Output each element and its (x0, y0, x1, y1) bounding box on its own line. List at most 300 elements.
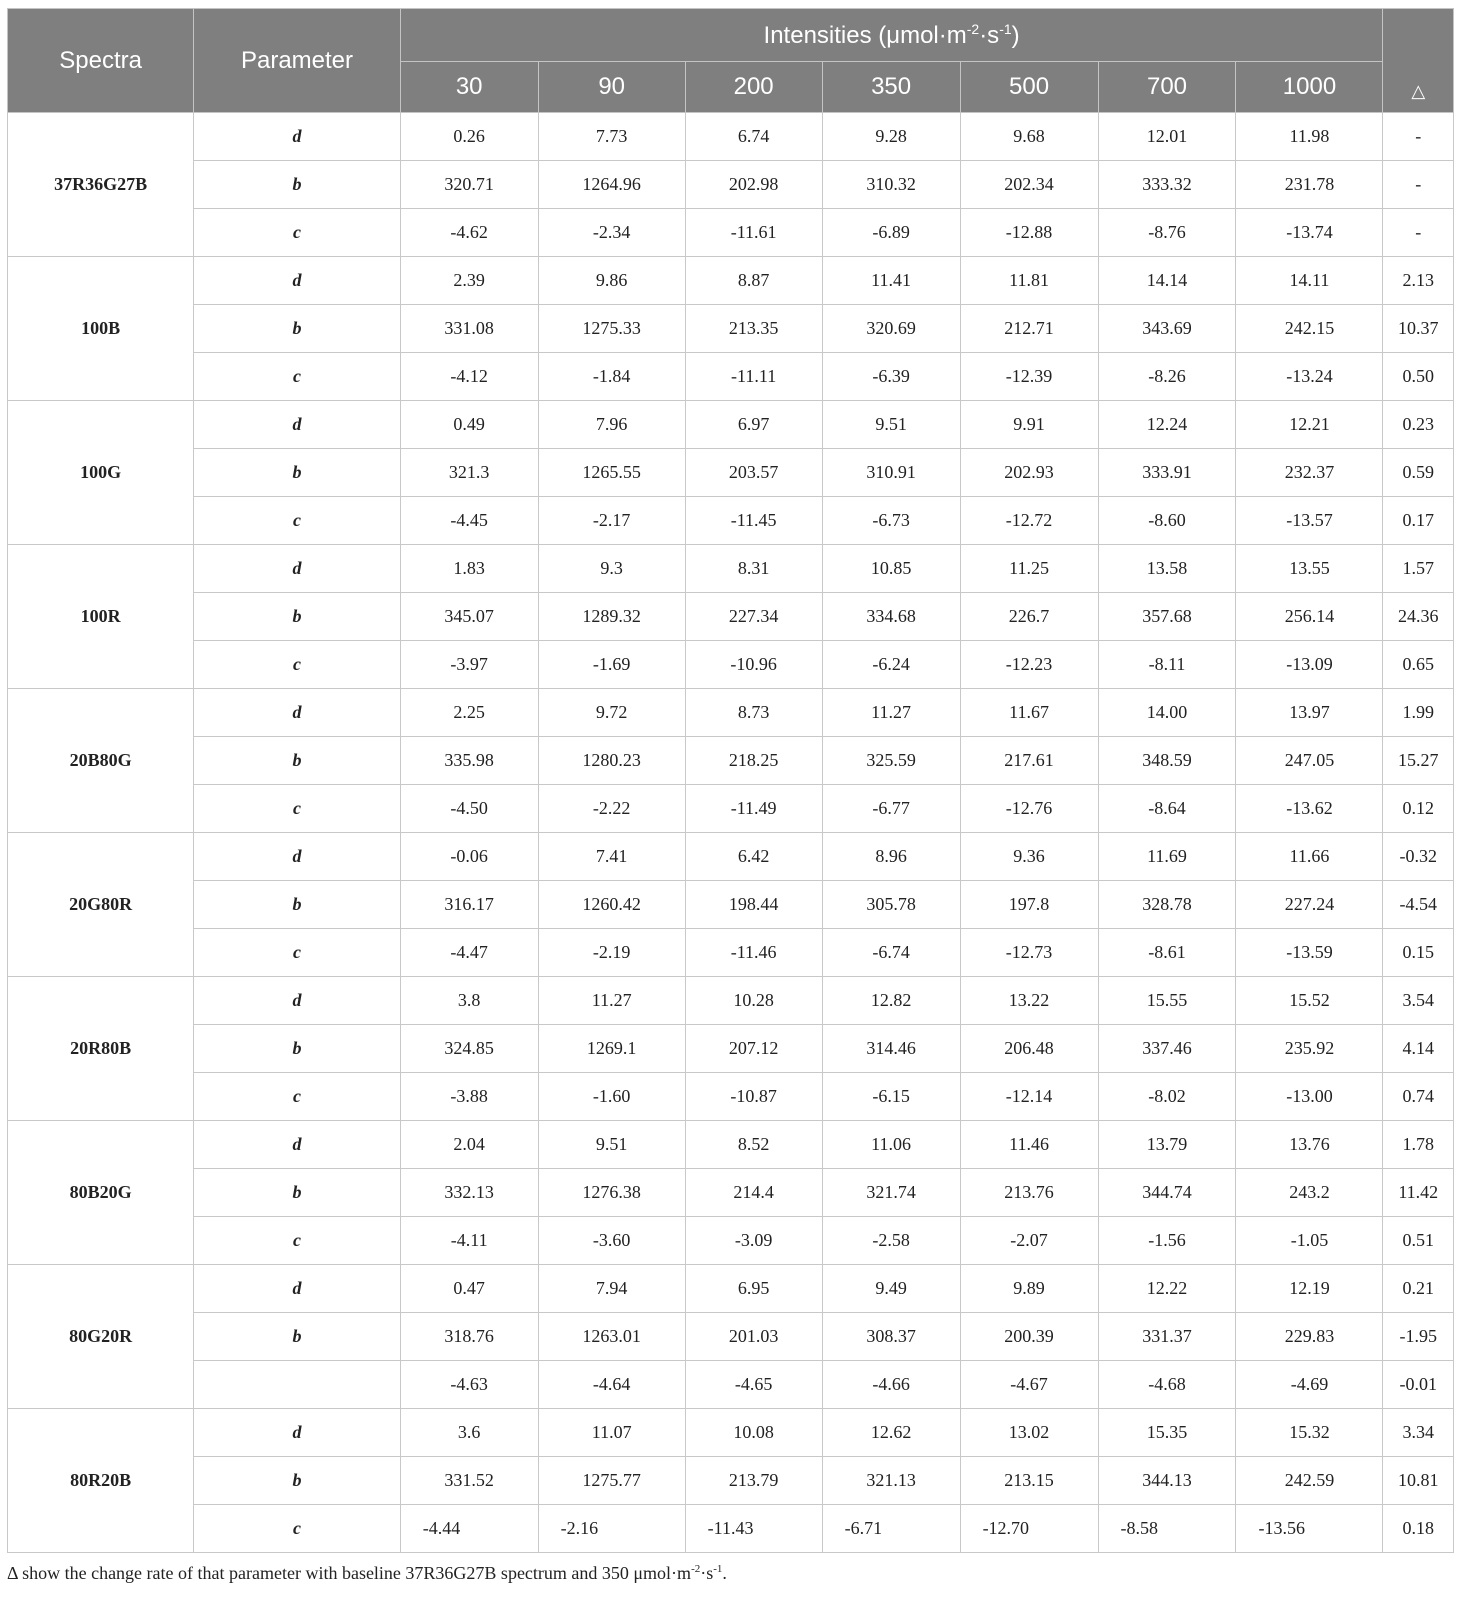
parameter-cell: c (194, 641, 400, 689)
value-cell: 12.24 (1098, 401, 1236, 449)
value-cell: -12.73 (960, 929, 1098, 977)
value-cell: -4.50 (400, 785, 538, 833)
value-cell: 357.68 (1098, 593, 1236, 641)
value-cell: 9.72 (538, 689, 685, 737)
parameter-cell: d (194, 1265, 400, 1313)
delta-cell: 24.36 (1383, 593, 1454, 641)
table-footnote: Δ show the change rate of that parameter with baseline 37R36G27B spectrum and 350 $\mu mol\cdot m^{-2}\cdot s^{-1}$. (7, 1563, 727, 1583)
value-cell: 11.27 (822, 689, 960, 737)
value-cell: 214.4 (685, 1169, 822, 1217)
value-cell: -1.84 (538, 353, 685, 401)
table-row (8, 1505, 1454, 1553)
value-cell: 331.37 (1098, 1313, 1236, 1361)
value-cell: 13.22 (960, 977, 1098, 1025)
value-cell: 13.02 (960, 1409, 1098, 1457)
value-cell: 331.52 (400, 1457, 538, 1505)
value-cell: -6.89 (822, 209, 960, 257)
value-cell: -2.07 (960, 1217, 1098, 1265)
value-cell: -12.23 (960, 641, 1098, 689)
table-row (8, 929, 1454, 977)
value-cell: -3.09 (685, 1217, 822, 1265)
table-row (8, 1169, 1454, 1217)
parameter-cell: b (194, 449, 400, 497)
value-cell: 14.14 (1098, 257, 1236, 305)
header-level: 700 (1098, 62, 1236, 113)
value-cell: -3.60 (538, 1217, 685, 1265)
value-cell: -4.65 (685, 1361, 822, 1409)
value-cell: 1260.42 (538, 881, 685, 929)
value-cell: 206.48 (960, 1025, 1098, 1073)
value-cell: 1275.33 (538, 305, 685, 353)
value-cell: 314.46 (822, 1025, 960, 1073)
value-cell: 2.39 (400, 257, 538, 305)
table-row (8, 353, 1454, 401)
value-cell: 207.12 (685, 1025, 822, 1073)
value-cell: -13.56 (1236, 1505, 1383, 1553)
parameter-cell: c (194, 785, 400, 833)
parameter-cell: b (194, 1313, 400, 1361)
value-cell: 3.8 (400, 977, 538, 1025)
table-row (8, 401, 1454, 449)
delta-cell: 0.51 (1383, 1217, 1454, 1265)
value-cell: -8.60 (1098, 497, 1236, 545)
value-cell: 202.98 (685, 161, 822, 209)
value-cell: 9.36 (960, 833, 1098, 881)
value-cell: -13.59 (1236, 929, 1383, 977)
value-cell: -6.24 (822, 641, 960, 689)
value-cell: 13.97 (1236, 689, 1383, 737)
delta-cell: 0.74 (1383, 1073, 1454, 1121)
header-level: 30 (400, 62, 538, 113)
delta-cell: 10.81 (1383, 1457, 1454, 1505)
spectra-cell: 80B20G (8, 1121, 194, 1265)
value-cell: -12.14 (960, 1073, 1098, 1121)
delta-cell: 1.78 (1383, 1121, 1454, 1169)
header-spectra: Spectra (8, 9, 194, 113)
value-cell: 15.55 (1098, 977, 1236, 1025)
value-cell: -4.62 (400, 209, 538, 257)
spectra-cell: 100G (8, 401, 194, 545)
value-cell: 321.74 (822, 1169, 960, 1217)
value-cell: -8.76 (1098, 209, 1236, 257)
delta-cell: -4.54 (1383, 881, 1454, 929)
delta-cell: 0.65 (1383, 641, 1454, 689)
value-cell: -0.06 (400, 833, 538, 881)
parameter-cell: c (194, 353, 400, 401)
value-cell: 320.69 (822, 305, 960, 353)
value-cell: -6.15 (822, 1073, 960, 1121)
value-cell: 202.34 (960, 161, 1098, 209)
value-cell: 213.15 (960, 1457, 1098, 1505)
value-cell: -4.64 (538, 1361, 685, 1409)
value-cell: 13.55 (1236, 545, 1383, 593)
value-cell: 344.74 (1098, 1169, 1236, 1217)
value-cell: 9.89 (960, 1265, 1098, 1313)
value-cell: -11.49 (685, 785, 822, 833)
value-cell: 6.42 (685, 833, 822, 881)
value-cell: 2.04 (400, 1121, 538, 1169)
value-cell: 11.66 (1236, 833, 1383, 881)
value-cell: 11.98 (1236, 113, 1383, 161)
value-cell: 7.73 (538, 113, 685, 161)
delta-cell: 11.42 (1383, 1169, 1454, 1217)
value-cell: 243.2 (1236, 1169, 1383, 1217)
table-row (8, 545, 1454, 593)
parameter-cell: d (194, 1121, 400, 1169)
table-row (8, 113, 1454, 161)
value-cell: 13.76 (1236, 1121, 1383, 1169)
value-cell: 15.52 (1236, 977, 1383, 1025)
header-parameter: Parameter (194, 9, 400, 113)
value-cell: -2.16 (538, 1505, 685, 1553)
delta-cell: 0.15 (1383, 929, 1454, 977)
value-cell: 213.35 (685, 305, 822, 353)
value-cell: 202.93 (960, 449, 1098, 497)
value-cell: 198.44 (685, 881, 822, 929)
parameter-cell: d (194, 1409, 400, 1457)
value-cell: -11.45 (685, 497, 822, 545)
value-cell: 348.59 (1098, 737, 1236, 785)
value-cell: 9.91 (960, 401, 1098, 449)
value-cell: 310.32 (822, 161, 960, 209)
header-level: 500 (960, 62, 1098, 113)
value-cell: -2.58 (822, 1217, 960, 1265)
value-cell: -3.88 (400, 1073, 538, 1121)
value-cell: 9.51 (538, 1121, 685, 1169)
parameter-cell: d (194, 977, 400, 1025)
value-cell: 242.59 (1236, 1457, 1383, 1505)
spectra-cell: 80G20R (8, 1265, 194, 1409)
value-cell: 2.25 (400, 689, 538, 737)
header-level: 1000 (1236, 62, 1383, 113)
delta-cell: 3.54 (1383, 977, 1454, 1025)
value-cell: 1280.23 (538, 737, 685, 785)
value-cell: 3.6 (400, 1409, 538, 1457)
value-cell: 324.85 (400, 1025, 538, 1073)
delta-cell: 0.17 (1383, 497, 1454, 545)
value-cell: 11.46 (960, 1121, 1098, 1169)
value-cell: -6.74 (822, 929, 960, 977)
value-cell: 13.58 (1098, 545, 1236, 593)
parameter-cell: c (194, 1217, 400, 1265)
spectra-cell: 100B (8, 257, 194, 401)
value-cell: 10.85 (822, 545, 960, 593)
value-cell: 11.07 (538, 1409, 685, 1457)
value-cell: -3.97 (400, 641, 538, 689)
table-row (8, 833, 1454, 881)
table-row (8, 1313, 1454, 1361)
value-cell: 333.32 (1098, 161, 1236, 209)
spectra-cell: 20G80R (8, 833, 194, 977)
value-cell: 1263.01 (538, 1313, 685, 1361)
value-cell: 11.41 (822, 257, 960, 305)
value-cell: 6.97 (685, 401, 822, 449)
value-cell: 345.07 (400, 593, 538, 641)
delta-cell: 0.50 (1383, 353, 1454, 401)
value-cell: -6.77 (822, 785, 960, 833)
value-cell: 200.39 (960, 1313, 1098, 1361)
value-cell: -11.61 (685, 209, 822, 257)
value-cell: -4.45 (400, 497, 538, 545)
parameter-cell: b (194, 1025, 400, 1073)
table-row (8, 1361, 1454, 1409)
table-row (8, 209, 1454, 257)
value-cell: 12.62 (822, 1409, 960, 1457)
parameter-cell: c (194, 497, 400, 545)
spectra-cell: 80R20B (8, 1409, 194, 1553)
parameter-cell: d (194, 545, 400, 593)
delta-cell: 10.37 (1383, 305, 1454, 353)
value-cell: -12.72 (960, 497, 1098, 545)
parameter-cell: b (194, 1169, 400, 1217)
value-cell: -13.74 (1236, 209, 1383, 257)
value-cell: -10.87 (685, 1073, 822, 1121)
value-cell: -13.62 (1236, 785, 1383, 833)
parameter-cell: c (194, 209, 400, 257)
table-row (8, 1409, 1454, 1457)
table-row (8, 1025, 1454, 1073)
value-cell: -8.58 (1098, 1505, 1236, 1553)
value-cell: 7.96 (538, 401, 685, 449)
value-cell: 235.92 (1236, 1025, 1383, 1073)
value-cell: -8.02 (1098, 1073, 1236, 1121)
spectra-cell: 20R80B (8, 977, 194, 1121)
value-cell: 11.69 (1098, 833, 1236, 881)
value-cell: -2.17 (538, 497, 685, 545)
table-row (8, 1457, 1454, 1505)
header-level: 350 (822, 62, 960, 113)
value-cell: 232.37 (1236, 449, 1383, 497)
value-cell: 1275.77 (538, 1457, 685, 1505)
parameter-cell (194, 1361, 400, 1409)
value-cell: 227.34 (685, 593, 822, 641)
value-cell: -1.60 (538, 1073, 685, 1121)
value-cell: -2.34 (538, 209, 685, 257)
value-cell: 337.46 (1098, 1025, 1236, 1073)
value-cell: -6.39 (822, 353, 960, 401)
value-cell: 227.24 (1236, 881, 1383, 929)
value-cell: -8.11 (1098, 641, 1236, 689)
value-cell: 308.37 (822, 1313, 960, 1361)
value-cell: 318.76 (400, 1313, 538, 1361)
table-row (8, 737, 1454, 785)
value-cell: -4.68 (1098, 1361, 1236, 1409)
value-cell: 316.17 (400, 881, 538, 929)
value-cell: 8.52 (685, 1121, 822, 1169)
table-row (8, 881, 1454, 929)
value-cell: -10.96 (685, 641, 822, 689)
value-cell: 325.59 (822, 737, 960, 785)
value-cell: 321.13 (822, 1457, 960, 1505)
value-cell: 321.3 (400, 449, 538, 497)
value-cell: 212.71 (960, 305, 1098, 353)
value-cell: 333.91 (1098, 449, 1236, 497)
data-table-container (7, 8, 1454, 1553)
value-cell: 229.83 (1236, 1313, 1383, 1361)
value-cell: -12.70 (960, 1505, 1098, 1553)
value-cell: 12.82 (822, 977, 960, 1025)
value-cell: 332.13 (400, 1169, 538, 1217)
delta-cell: -0.01 (1383, 1361, 1454, 1409)
table-row (8, 1121, 1454, 1169)
value-cell: 0.47 (400, 1265, 538, 1313)
value-cell: 256.14 (1236, 593, 1383, 641)
value-cell: 9.49 (822, 1265, 960, 1313)
value-cell: -1.05 (1236, 1217, 1383, 1265)
value-cell: -12.88 (960, 209, 1098, 257)
value-cell: -4.44 (400, 1505, 538, 1553)
value-cell: 344.13 (1098, 1457, 1236, 1505)
value-cell: -6.73 (822, 497, 960, 545)
header-level: 90 (538, 62, 685, 113)
value-cell: 201.03 (685, 1313, 822, 1361)
value-cell: 8.87 (685, 257, 822, 305)
value-cell: 305.78 (822, 881, 960, 929)
header-intensities: Intensities $(\mu mol\cdot m^{-2}\cdot s^{-1})$ (400, 9, 1383, 62)
table-row (8, 161, 1454, 209)
value-cell: -12.39 (960, 353, 1098, 401)
value-cell: 1264.96 (538, 161, 685, 209)
table-row (8, 1265, 1454, 1313)
value-cell: 213.79 (685, 1457, 822, 1505)
value-cell: -2.22 (538, 785, 685, 833)
value-cell: 9.86 (538, 257, 685, 305)
value-cell: 0.26 (400, 113, 538, 161)
value-cell: 7.94 (538, 1265, 685, 1313)
table-header (8, 9, 1454, 113)
value-cell: 1265.55 (538, 449, 685, 497)
value-cell: 11.27 (538, 977, 685, 1025)
table-row (8, 977, 1454, 1025)
delta-cell: 1.99 (1383, 689, 1454, 737)
value-cell: -4.12 (400, 353, 538, 401)
spectra-cell: 100R (8, 545, 194, 689)
value-cell: 11.67 (960, 689, 1098, 737)
value-cell: -4.47 (400, 929, 538, 977)
value-cell: 231.78 (1236, 161, 1383, 209)
value-cell: -1.56 (1098, 1217, 1236, 1265)
value-cell: -4.63 (400, 1361, 538, 1409)
table-row (8, 497, 1454, 545)
delta-cell: 2.13 (1383, 257, 1454, 305)
value-cell: 1269.1 (538, 1025, 685, 1073)
value-cell: -2.19 (538, 929, 685, 977)
header-delta: △ (1383, 9, 1454, 113)
table-body (8, 113, 1454, 1553)
table-row (8, 1217, 1454, 1265)
value-cell: -11.46 (685, 929, 822, 977)
value-cell: -11.11 (685, 353, 822, 401)
delta-cell: - (1383, 209, 1454, 257)
delta-cell: - (1383, 161, 1454, 209)
value-cell: -8.64 (1098, 785, 1236, 833)
value-cell: 15.35 (1098, 1409, 1236, 1457)
value-cell: 13.79 (1098, 1121, 1236, 1169)
value-cell: 7.41 (538, 833, 685, 881)
value-cell: -8.61 (1098, 929, 1236, 977)
parameter-cell: b (194, 305, 400, 353)
value-cell: 9.68 (960, 113, 1098, 161)
value-cell: 0.49 (400, 401, 538, 449)
spectra-cell: 20B80G (8, 689, 194, 833)
value-cell: 1289.32 (538, 593, 685, 641)
parameter-cell: c (194, 929, 400, 977)
delta-cell: 4.14 (1383, 1025, 1454, 1073)
delta-cell: 3.34 (1383, 1409, 1454, 1457)
value-cell: 8.31 (685, 545, 822, 593)
value-cell: 213.76 (960, 1169, 1098, 1217)
value-cell: 6.95 (685, 1265, 822, 1313)
parameter-cell: b (194, 881, 400, 929)
value-cell: 9.51 (822, 401, 960, 449)
value-cell: -6.71 (822, 1505, 960, 1553)
value-cell: 1.83 (400, 545, 538, 593)
parameter-cell: d (194, 689, 400, 737)
value-cell: 203.57 (685, 449, 822, 497)
value-cell: -4.69 (1236, 1361, 1383, 1409)
value-cell: 197.8 (960, 881, 1098, 929)
header-level: 200 (685, 62, 822, 113)
table-row (8, 593, 1454, 641)
delta-cell: 1.57 (1383, 545, 1454, 593)
value-cell: 12.01 (1098, 113, 1236, 161)
delta-cell: -0.32 (1383, 833, 1454, 881)
value-cell: 217.61 (960, 737, 1098, 785)
table-row (8, 1073, 1454, 1121)
parameter-cell: d (194, 833, 400, 881)
value-cell: 10.28 (685, 977, 822, 1025)
parameter-cell: c (194, 1505, 400, 1553)
value-cell: 12.22 (1098, 1265, 1236, 1313)
value-cell: -13.00 (1236, 1073, 1383, 1121)
value-cell: -12.76 (960, 785, 1098, 833)
parameter-cell: d (194, 257, 400, 305)
value-cell: 226.7 (960, 593, 1098, 641)
value-cell: 328.78 (1098, 881, 1236, 929)
value-cell: 335.98 (400, 737, 538, 785)
value-cell: 1276.38 (538, 1169, 685, 1217)
value-cell: -11.43 (685, 1505, 822, 1553)
value-cell: 12.21 (1236, 401, 1383, 449)
parameter-cell: d (194, 401, 400, 449)
spectra-cell: 37R36G27B (8, 113, 194, 257)
value-cell: 320.71 (400, 161, 538, 209)
value-cell: 10.08 (685, 1409, 822, 1457)
value-cell: 247.05 (1236, 737, 1383, 785)
delta-cell: 0.59 (1383, 449, 1454, 497)
value-cell: -8.26 (1098, 353, 1236, 401)
value-cell: 12.19 (1236, 1265, 1383, 1313)
parameter-cell: b (194, 593, 400, 641)
value-cell: 242.15 (1236, 305, 1383, 353)
value-cell: 11.25 (960, 545, 1098, 593)
value-cell: -1.69 (538, 641, 685, 689)
value-cell: 310.91 (822, 449, 960, 497)
value-cell: -4.66 (822, 1361, 960, 1409)
value-cell: 334.68 (822, 593, 960, 641)
table-row (8, 641, 1454, 689)
value-cell: 218.25 (685, 737, 822, 785)
parameter-cell: b (194, 161, 400, 209)
value-cell: -4.67 (960, 1361, 1098, 1409)
value-cell: 6.74 (685, 113, 822, 161)
delta-cell: 0.23 (1383, 401, 1454, 449)
parameter-cell: b (194, 1457, 400, 1505)
delta-cell: - (1383, 113, 1454, 161)
value-cell: 14.00 (1098, 689, 1236, 737)
delta-cell: -1.95 (1383, 1313, 1454, 1361)
delta-cell: 0.21 (1383, 1265, 1454, 1313)
